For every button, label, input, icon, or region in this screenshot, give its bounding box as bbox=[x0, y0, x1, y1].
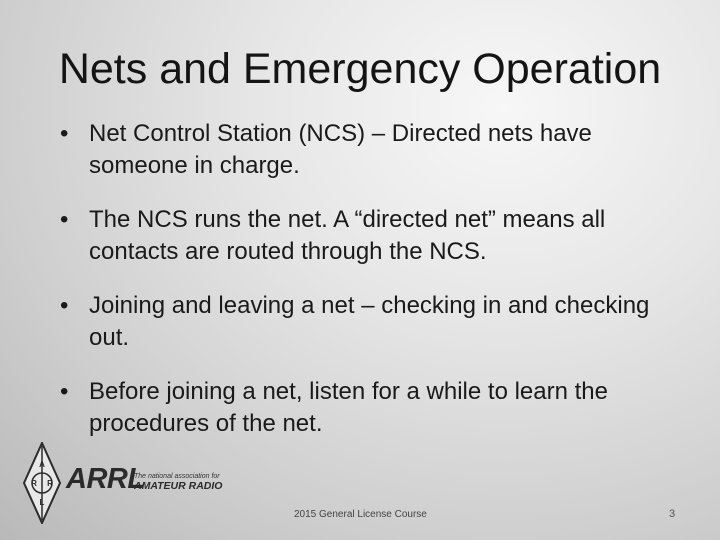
bullet-item bbox=[60, 204, 680, 268]
diamond-letter: R bbox=[31, 479, 37, 488]
page-number: 3 bbox=[669, 508, 676, 520]
bullet-list bbox=[60, 118, 680, 462]
bullet-text: Before joining a net, listen for a while to learn the procedures of the net. bbox=[89, 378, 608, 437]
bullet-text: Joining and leaving a net – checking in and checking out. bbox=[89, 292, 650, 351]
diamond-letter: R bbox=[47, 479, 53, 488]
slide-title: Nets and Emergency Operation bbox=[58, 45, 662, 93]
diamond-letter: L bbox=[39, 498, 45, 507]
arrl-subtitle: AMATEUR RADIO bbox=[134, 480, 223, 492]
arrl-logo bbox=[18, 442, 242, 524]
arrl-tagline: The national association for bbox=[134, 473, 220, 480]
bullet-marker: • bbox=[60, 292, 69, 319]
bullet-text: Net Control Station (NCS) – Directed nets have someone in charge. bbox=[89, 120, 592, 179]
bullet-marker: • bbox=[60, 378, 69, 405]
diamond-letter: A bbox=[39, 460, 45, 469]
bullet-item bbox=[60, 290, 680, 354]
footer-text: 2015 General License Course bbox=[294, 509, 427, 520]
bullet-marker: • bbox=[60, 120, 69, 147]
bullet-item bbox=[60, 118, 680, 182]
bullet-item bbox=[60, 376, 680, 440]
arrl-diamond-icon bbox=[22, 442, 62, 524]
arrl-wordmark: ARRL bbox=[66, 463, 145, 495]
bullet-marker: • bbox=[60, 206, 69, 233]
bullet-text: The NCS runs the net. A “directed net” means all contacts are routed through the NCS. bbox=[89, 206, 606, 265]
